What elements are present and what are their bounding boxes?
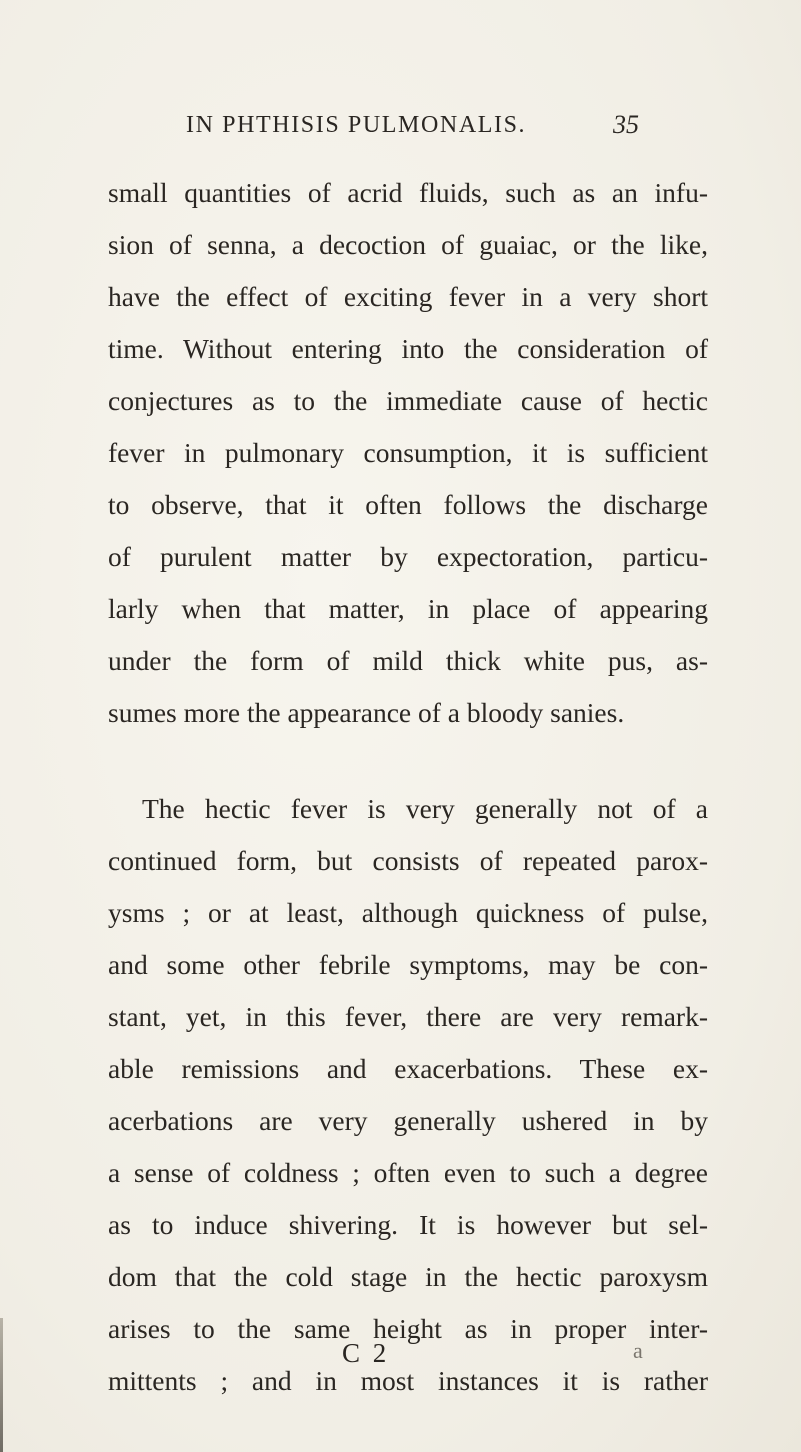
text-line: as to induce shivering. It is however but sel-	[108, 1209, 708, 1240]
paragraph-1	[108, 167, 708, 739]
binding-edge	[0, 1318, 3, 1452]
text-line: and some other febrile symptoms, may be con-	[108, 949, 708, 980]
text-line: under the form of mild thick white pus, as-	[108, 645, 708, 676]
text-line: have the effect of exciting fever in a very short	[108, 281, 708, 312]
catchword: a	[633, 1338, 643, 1363]
text-line: conjectures as to the immediate cause of hectic	[108, 385, 708, 416]
page-number: 35	[613, 110, 639, 139]
page-footer	[0, 1338, 801, 1378]
text-line: arises to the same height as in proper inter-	[108, 1313, 708, 1344]
text-line: stant, yet, in this fever, there are very remark-	[108, 1001, 708, 1032]
signature-mark: C 2	[342, 1338, 390, 1368]
text-line: acerbations are very generally ushered in by	[108, 1105, 708, 1136]
text-line: larly when that matter, in place of appearing	[108, 593, 708, 624]
text-line: ysms ; or at least, although quickness of pulse,	[108, 897, 708, 928]
running-head	[0, 112, 801, 152]
text-line: fever in pulmonary consumption, it is sufficient	[108, 437, 708, 468]
paragraph-spacer	[108, 739, 708, 783]
paragraph-2	[108, 783, 708, 1407]
text-line: of purulent matter by expectoration, particu-	[108, 541, 708, 572]
text-line: sion of senna, a decoction of guaiac, or the like,	[108, 229, 708, 260]
text-line: sumes more the appearance of a bloody sanies.	[108, 697, 625, 728]
text-line: time. Without entering into the consideration of	[108, 333, 708, 364]
text-line: dom that the cold stage in the hectic paroxysm	[108, 1261, 708, 1292]
text-line: able remissions and exacerbations. These ex-	[108, 1053, 708, 1084]
text-line: mittents ; and in most instances it is rather	[108, 1365, 708, 1396]
text-line: small quantities of acrid fluids, such as an infu-	[108, 177, 708, 208]
text-line: The hectic fever is very generally not of a	[142, 793, 708, 824]
body-text	[108, 167, 708, 1407]
text-line: to observe, that it often follows the discharge	[108, 489, 708, 520]
text-line: continued form, but consists of repeated parox-	[108, 845, 708, 876]
running-title: IN PHTHISIS PULMONALIS.	[186, 112, 527, 138]
text-line: a sense of coldness ; often even to such a degree	[108, 1157, 708, 1188]
